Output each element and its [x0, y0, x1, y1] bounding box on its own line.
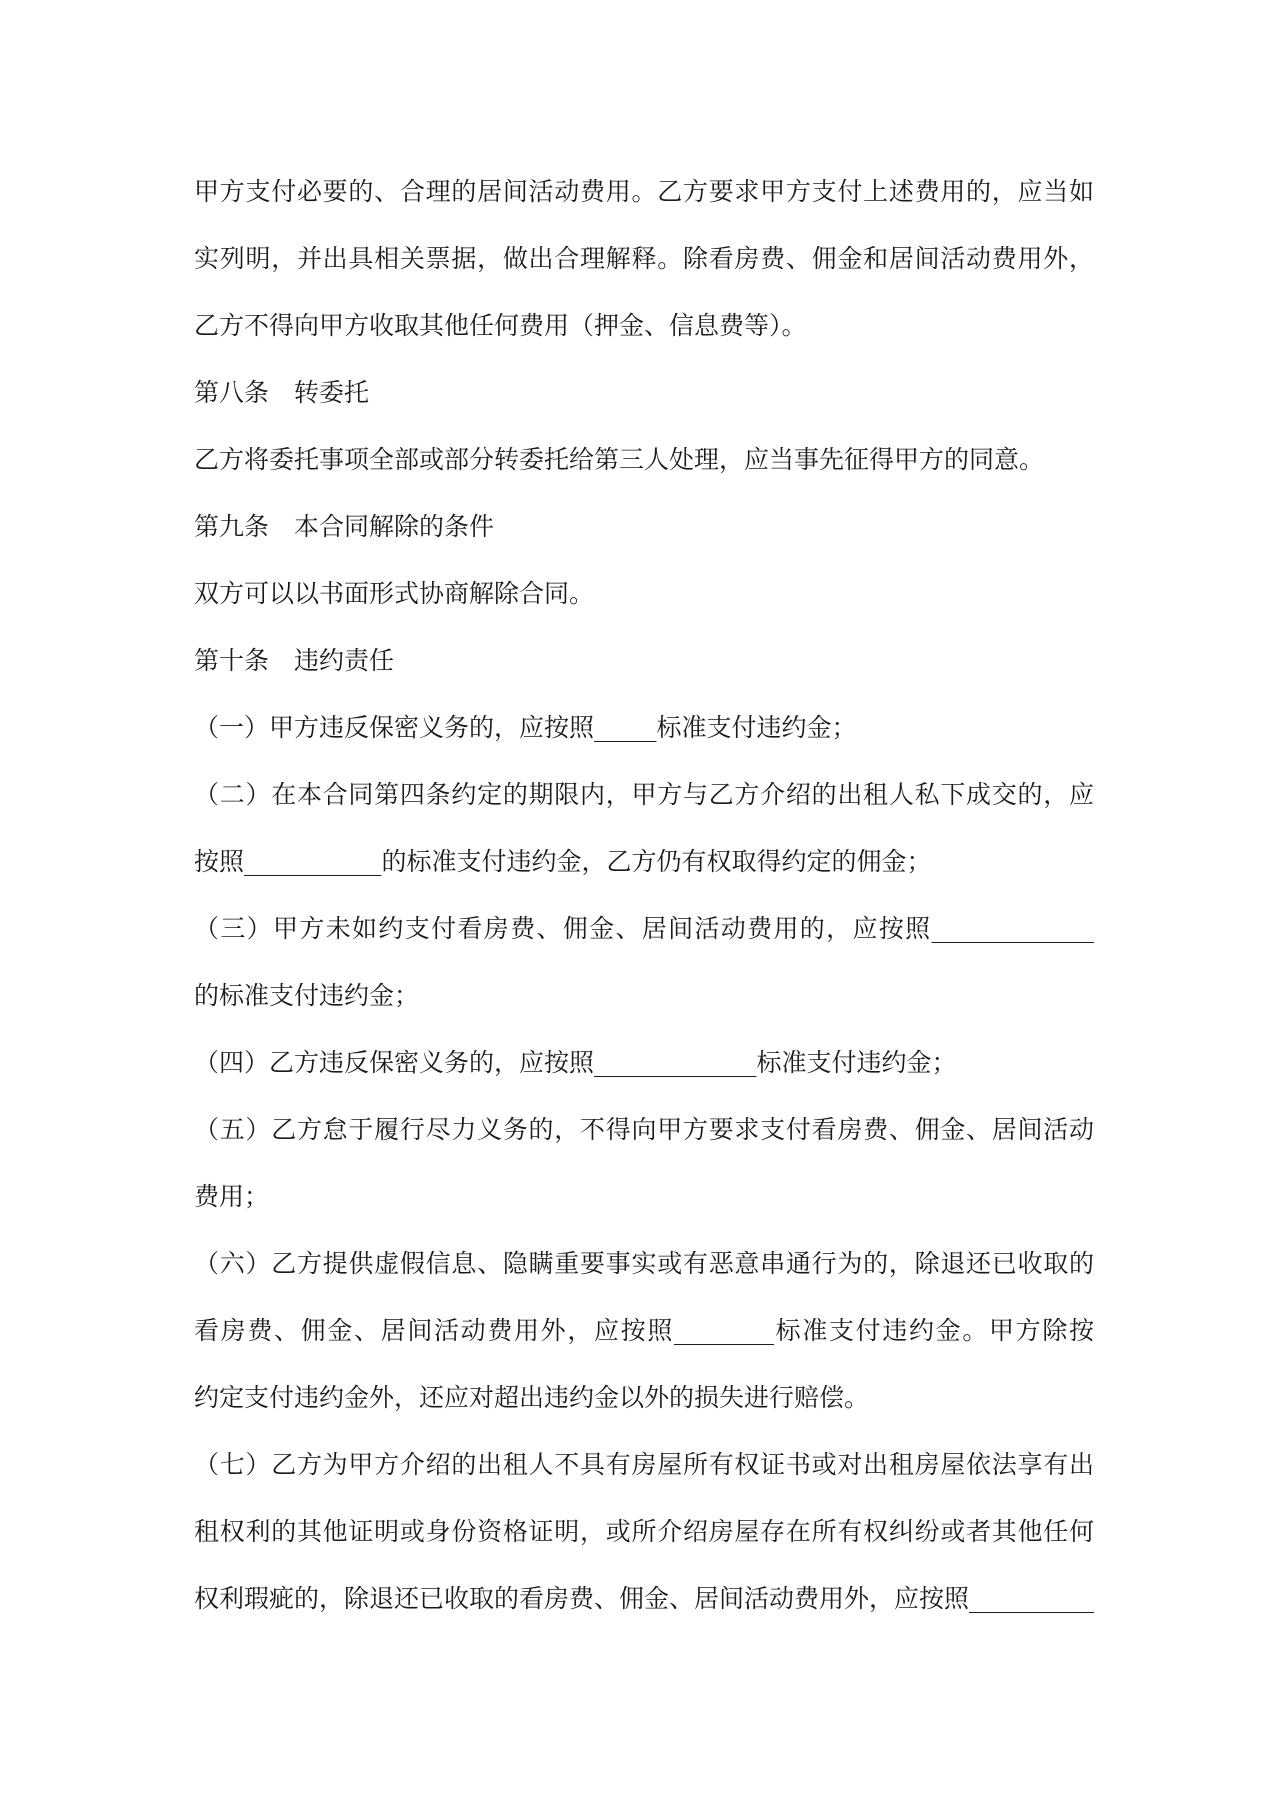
text-line: （三）甲方未如约支付看房费、佣金、居间活动费用的，应按照_____________ [194, 914, 1094, 943]
text-line: 双方可以以书面形式协商解除合同。 [194, 579, 595, 608]
clause-6 [194, 1230, 1094, 1431]
text-line: 实列明，并出具相关票据，做出合理解释。除看房费、佣金和居间活动费用外， [194, 244, 1094, 273]
clause-4 [194, 1029, 1094, 1096]
text-line: （六）乙方提供虚假信息、隐瞒重要事实或有恶意串通行为的，除退还已收取的 [194, 1249, 1094, 1278]
heading-line: 第八条 转委托 [194, 378, 370, 407]
text-line: 租权利的其他证明或身份资格证明，或所介绍房屋存在所有权纠纷或者其他任何 [194, 1517, 1094, 1546]
text-line: 乙方不得向甲方收取其他任何费用（押金、信息费等）。 [194, 311, 807, 340]
text-line: 费用； [194, 1182, 270, 1211]
document-body [194, 158, 1094, 1632]
article-8-body [194, 426, 1094, 493]
clause-1 [194, 694, 1094, 761]
article-10-heading [194, 627, 1094, 694]
paragraph-fees-continuation [194, 158, 1094, 359]
text-line: （七）乙方为甲方介绍的出租人不具有房屋所有权证书或对出租房屋依法享有出 [194, 1450, 1094, 1479]
text-line: 权利瑕疵的，除退还已收取的看房费、佣金、居间活动费用外，应按照__________ [194, 1584, 1095, 1613]
clause-5 [194, 1096, 1094, 1230]
text-line: （二）在本合同第四条约定的期限内，甲方与乙方介绍的出租人私下成交的，应 [194, 780, 1094, 809]
text-line: 看房费、佣金、居间活动费用外，应按照________标准支付违约金。甲方除按 [194, 1316, 1094, 1345]
article-8-heading [194, 359, 1094, 426]
clause-3 [194, 895, 1094, 1029]
text-line: 乙方将委托事项全部或部分转委托给第三人处理，应当事先征得甲方的同意。 [194, 445, 1045, 474]
text-line: 约定支付违约金外，还应对超出违约金以外的损失进行赔偿。 [194, 1383, 870, 1412]
text-line: （一）甲方违反保密义务的，应按照_____标准支付违约金； [194, 713, 857, 742]
heading-line: 第九条 本合同解除的条件 [194, 512, 495, 541]
text-line: （四）乙方违反保密义务的，应按照_____________标准支付违约金； [194, 1048, 957, 1077]
text-line: （五）乙方怠于履行尽力义务的，不得向甲方要求支付看房费、佣金、居间活动 [194, 1115, 1094, 1144]
heading-line: 第十条 违约责任 [194, 646, 395, 675]
article-9-body [194, 560, 1094, 627]
text-line: 按照___________的标准支付违约金，乙方仍有权取得约定的佣金； [194, 847, 932, 876]
clause-2 [194, 761, 1094, 895]
text-line: 的标准支付违约金； [194, 981, 420, 1010]
article-9-heading [194, 493, 1094, 560]
clause-7 [194, 1431, 1094, 1632]
text-line: 甲方支付必要的、合理的居间活动费用。乙方要求甲方支付上述费用的，应当如 [194, 177, 1094, 206]
